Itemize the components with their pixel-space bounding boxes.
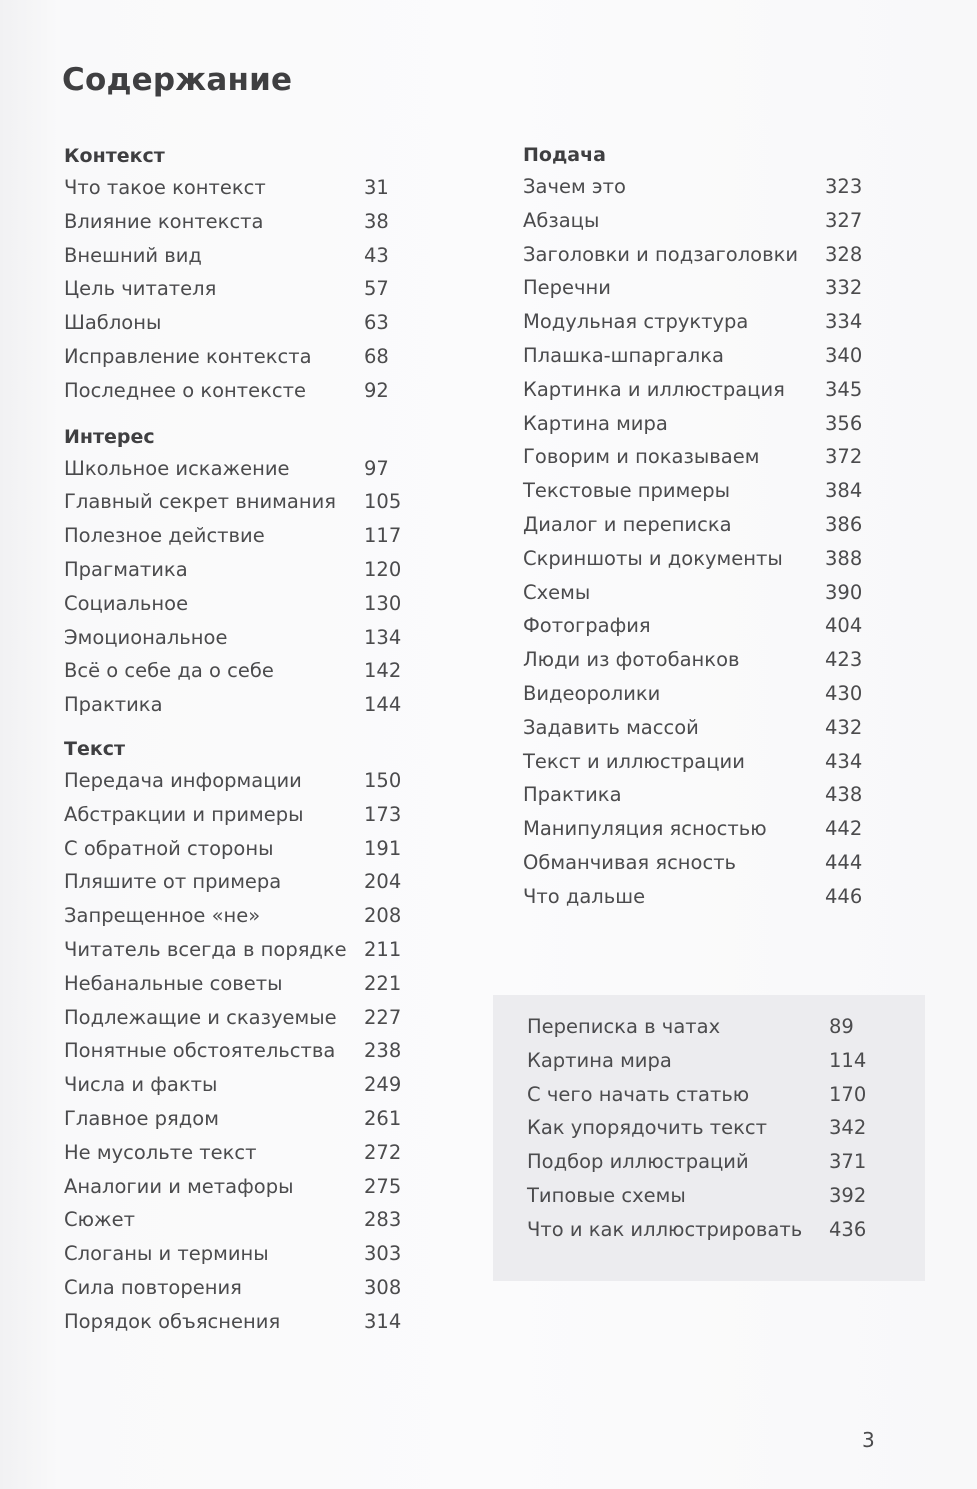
toc-entry[interactable] <box>64 306 424 340</box>
entry-page: 332 <box>825 276 863 300</box>
entry-label: Задавить массой <box>523 715 699 739</box>
entry-page: 388 <box>825 546 863 570</box>
toc-entry[interactable] <box>523 204 883 238</box>
toc-entry[interactable] <box>523 576 883 610</box>
entry-label: Прагматика <box>64 557 188 581</box>
toc-entry[interactable] <box>523 407 883 441</box>
entry-page: 390 <box>825 580 863 604</box>
entry-label: Влияние контекста <box>64 209 264 233</box>
entry-page: 323 <box>825 175 863 198</box>
entry-page: 249 <box>364 1073 402 1097</box>
toc-entry[interactable] <box>523 271 883 305</box>
entry-page: 372 <box>825 445 863 469</box>
entry-page: 384 <box>825 479 863 503</box>
toc-entry[interactable] <box>64 1305 424 1339</box>
toc-section-text <box>64 734 424 1339</box>
toc-entry[interactable] <box>523 542 883 576</box>
entry-page: 120 <box>364 557 402 581</box>
entry-label: Читатель всегда в порядке <box>64 937 347 961</box>
entry-label: Главный секрет внимания <box>64 490 336 514</box>
toc-entry[interactable] <box>523 711 883 745</box>
entry-label: Сюжет <box>64 1208 135 1232</box>
entry-page: 134 <box>364 625 402 649</box>
entry-label: Не мусольте текст <box>64 1140 257 1164</box>
entry-label: Практика <box>523 783 622 807</box>
entry-page: 275 <box>364 1174 402 1198</box>
toc-entry[interactable] <box>64 764 424 798</box>
toc-right-column <box>523 140 883 914</box>
entry-label: Абстракции и примеры <box>64 802 304 826</box>
entry-page: 356 <box>825 411 863 435</box>
entry-page: 303 <box>364 1242 402 1266</box>
entry-page: 221 <box>364 971 402 995</box>
toc-entry[interactable] <box>64 1271 424 1305</box>
toc-section-context <box>64 141 424 408</box>
toc-entry[interactable] <box>64 1068 424 1102</box>
toc-entry[interactable] <box>64 967 424 1001</box>
entry-page: 31 <box>364 176 389 199</box>
cheatsheet-entry[interactable] <box>527 1111 866 1145</box>
entry-label: Передача информации <box>64 768 302 792</box>
entry-page: 438 <box>825 783 863 807</box>
entry-label: Абзацы <box>523 208 600 232</box>
entry-label: Эмоциональное <box>64 625 228 649</box>
toc-entry[interactable] <box>523 643 883 677</box>
cheatsheet-entry[interactable] <box>527 1010 866 1044</box>
toc-entry[interactable] <box>523 440 883 474</box>
entry-label: Диалог и переписка <box>523 512 732 536</box>
entry-label: Текст и иллюстрации <box>523 749 745 773</box>
entry-page: 308 <box>364 1275 402 1299</box>
entry-page: 328 <box>825 242 863 266</box>
entry-page: 227 <box>364 1005 402 1029</box>
entry-page: 327 <box>825 208 863 232</box>
toc-entry[interactable] <box>64 621 424 655</box>
section-heading: Контекст <box>64 145 165 167</box>
entry-page: 97 <box>364 456 389 480</box>
entry-page: 334 <box>825 310 863 334</box>
toc-entry[interactable] <box>523 778 883 812</box>
cheatsheet-list <box>527 1010 866 1247</box>
toc-entry[interactable] <box>64 1170 424 1204</box>
toc-entry[interactable] <box>64 485 424 519</box>
section-heading: Текст <box>64 737 126 760</box>
entry-page: 142 <box>364 659 402 683</box>
entry-page: 38 <box>364 209 389 233</box>
toc-entry[interactable] <box>523 880 883 914</box>
toc-entry[interactable] <box>64 1203 424 1237</box>
toc-entry[interactable] <box>64 933 424 967</box>
cheatsheet-entry[interactable] <box>527 1145 866 1179</box>
toc-entry[interactable] <box>523 846 883 880</box>
section-heading: Интерес <box>64 425 155 448</box>
entry-label: Цель читателя <box>64 277 217 301</box>
entry-page: 446 <box>825 884 863 908</box>
entry-label: Зачем это <box>523 175 626 198</box>
toc-entry[interactable] <box>64 452 424 486</box>
toc-entry[interactable] <box>523 812 883 846</box>
toc-entry[interactable] <box>523 305 883 339</box>
entry-page: 144 <box>364 693 402 717</box>
entry-page: 386 <box>825 512 863 536</box>
entry-label: Плашка-шпаргалка <box>523 343 724 367</box>
entry-label: Текстовые примеры <box>523 479 731 503</box>
toc-entry[interactable] <box>64 899 424 933</box>
toc-entry[interactable] <box>523 339 883 373</box>
entry-label: Исправление контекста <box>64 344 312 368</box>
toc-entry[interactable] <box>523 373 883 407</box>
entry-page: 342 <box>829 1116 867 1140</box>
entry-page: 92 <box>364 378 389 402</box>
entry-page: 340 <box>825 343 863 367</box>
entry-label: Что и как иллюстрировать <box>527 1217 803 1241</box>
entry-label: С чего начать статью <box>527 1082 750 1106</box>
entry-label: Слоганы и термины <box>64 1242 269 1266</box>
entry-page: 423 <box>825 648 863 672</box>
entry-page: 191 <box>364 836 402 860</box>
entry-page: 105 <box>364 490 402 514</box>
entry-label: Аналогии и метафоры <box>64 1174 294 1198</box>
toc-entry[interactable] <box>64 1001 424 1035</box>
page-title: Содержание <box>62 62 293 98</box>
toc-entry[interactable] <box>64 798 424 832</box>
toc-entry[interactable] <box>64 832 424 866</box>
entry-page: 392 <box>829 1183 867 1207</box>
toc-left-column <box>64 141 424 1339</box>
entry-page: 173 <box>364 802 402 826</box>
toc-entry[interactable] <box>64 171 424 205</box>
cheatsheet-entry[interactable] <box>527 1078 866 1112</box>
entry-page: 211 <box>364 937 402 961</box>
toc-entry[interactable] <box>64 1136 424 1170</box>
entry-page: 283 <box>364 1208 402 1232</box>
toc-entry[interactable] <box>64 272 424 306</box>
entry-page: 434 <box>825 749 863 773</box>
entry-page: 204 <box>364 870 402 894</box>
cheatsheet-entry[interactable] <box>527 1213 866 1247</box>
entry-label: Люди из фотобанков <box>523 648 740 672</box>
entry-label: Небанальные советы <box>64 971 283 995</box>
entry-page: 57 <box>364 277 389 301</box>
entry-page: 238 <box>364 1039 402 1063</box>
entry-page: 345 <box>825 377 863 401</box>
entry-page: 430 <box>825 681 863 705</box>
entry-label: Школьное искажение <box>64 456 290 480</box>
entry-label: Скриншоты и документы <box>523 546 783 570</box>
toc-entry[interactable] <box>64 553 424 587</box>
entry-label: Переписка в чатах <box>527 1015 721 1038</box>
entry-label: Последнее о контексте <box>64 378 306 402</box>
entry-label: Видеоролики <box>523 681 661 705</box>
entry-label: Типовые схемы <box>527 1183 686 1207</box>
toc-section-interest <box>64 422 424 722</box>
toc-entry[interactable] <box>523 677 883 711</box>
entry-label: Главное рядом <box>64 1106 219 1130</box>
entry-page: 63 <box>364 311 389 335</box>
entry-label: Числа и факты <box>64 1073 218 1097</box>
toc-entry[interactable] <box>523 238 883 272</box>
entry-page: 150 <box>364 768 402 792</box>
entry-label: Практика <box>64 693 163 717</box>
entry-page: 43 <box>364 243 389 267</box>
entry-page: 114 <box>829 1048 867 1072</box>
entry-page: 404 <box>825 614 863 638</box>
entry-label: Социальное <box>64 591 189 615</box>
entry-label: Схемы <box>523 580 591 604</box>
entry-label: Полезное действие <box>64 524 265 548</box>
entry-page: 371 <box>829 1150 867 1174</box>
entry-label: Пляшите от примера <box>64 870 282 894</box>
entry-page: 442 <box>825 817 863 841</box>
entry-page: 208 <box>364 904 402 928</box>
toc-entry[interactable] <box>64 654 424 688</box>
entry-label: С обратной стороны <box>64 836 274 860</box>
toc-entry[interactable] <box>64 688 424 722</box>
toc-entry[interactable] <box>64 205 424 239</box>
toc-entry[interactable] <box>523 508 883 542</box>
cheatsheet-entry[interactable] <box>527 1044 866 1078</box>
entry-label: Запрещенное «не» <box>64 904 261 928</box>
entry-page: 130 <box>364 591 402 615</box>
toc-entry[interactable] <box>523 609 883 643</box>
entry-label: Картина мира <box>527 1048 672 1072</box>
entry-label: Фотография <box>523 614 651 638</box>
toc-entry[interactable] <box>64 1237 424 1271</box>
toc-entry[interactable] <box>523 170 883 204</box>
entry-label: Всё о себе да о себе <box>64 659 274 683</box>
toc-entry[interactable] <box>64 1034 424 1068</box>
cheatsheet-entry[interactable] <box>527 1179 866 1213</box>
entry-page: 432 <box>825 715 863 739</box>
toc-entry[interactable] <box>64 340 424 374</box>
toc-entry[interactable] <box>64 587 424 621</box>
entry-page: 261 <box>364 1106 402 1130</box>
entry-page: 68 <box>364 344 389 368</box>
entry-label: Картина мира <box>523 411 668 435</box>
toc-entry[interactable] <box>64 239 424 273</box>
entry-label: Порядок объяснения <box>64 1309 281 1333</box>
entry-label: Манипуляция ясностью <box>523 817 767 841</box>
entry-label: Внешний вид <box>64 243 202 267</box>
toc-section-delivery <box>523 140 883 914</box>
entry-page: 436 <box>829 1217 867 1241</box>
entry-page: 444 <box>825 850 863 874</box>
entry-label: Модульная структура <box>523 310 749 334</box>
entry-label: Картинка и иллюстрация <box>523 377 785 401</box>
toc-entry[interactable] <box>64 1102 424 1136</box>
entry-label: Подбор иллюстраций <box>527 1150 749 1174</box>
entry-page: 170 <box>829 1082 867 1106</box>
entry-label: Перечни <box>523 276 611 300</box>
entry-page: 89 <box>829 1015 854 1038</box>
entry-page: 314 <box>364 1309 402 1333</box>
entry-label: Что такое контекст <box>64 176 266 199</box>
toc-entry[interactable] <box>64 519 424 553</box>
entry-label: Понятные обстоятельства <box>64 1039 336 1063</box>
entry-page: 272 <box>364 1140 402 1164</box>
entry-label: Заголовки и подзаголовки <box>523 242 799 266</box>
toc-entry[interactable] <box>64 865 424 899</box>
toc-entry[interactable] <box>523 745 883 779</box>
entry-label: Что дальше <box>523 884 646 908</box>
section-heading: Подача <box>523 144 606 166</box>
toc-entry[interactable] <box>64 374 424 408</box>
page-number: 3 <box>862 1428 875 1452</box>
sidebar-cheatsheet-box <box>493 995 925 1281</box>
entry-page: 117 <box>364 524 402 548</box>
entry-label: Как упорядочить текст <box>527 1116 767 1140</box>
entry-label: Говорим и показываем <box>523 445 760 469</box>
entry-label: Сила повторения <box>64 1275 242 1299</box>
entry-label: Подлежащие и сказуемые <box>64 1005 337 1029</box>
entry-label: Шаблоны <box>64 311 162 335</box>
toc-entry[interactable] <box>523 474 883 508</box>
entry-label: Обманчивая ясность <box>523 850 737 874</box>
